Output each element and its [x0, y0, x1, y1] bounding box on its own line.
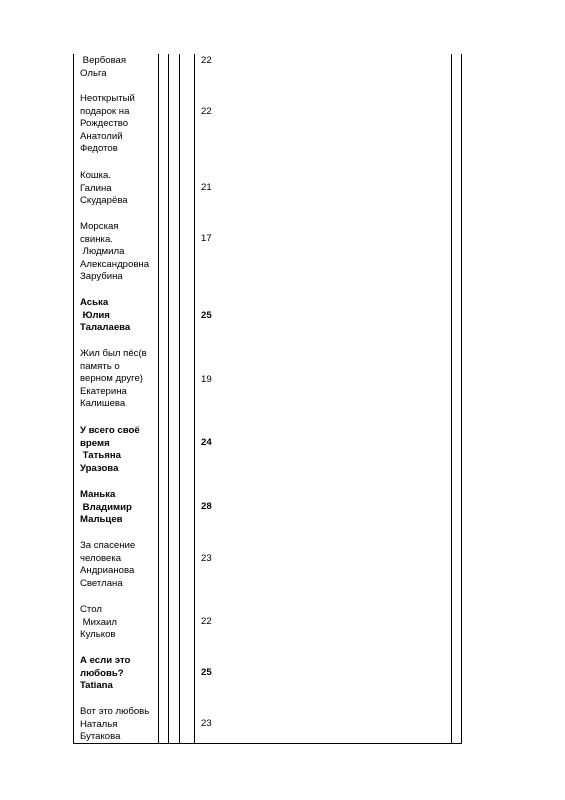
entry-title: Стол Михаил Кульков — [80, 604, 117, 641]
table-border-left — [73, 54, 74, 744]
entry-score: 19 — [201, 374, 212, 385]
entry-title: Морская свинка. Людмила Александровна Зарубина — [80, 221, 150, 283]
entry-score: 25 — [201, 667, 212, 678]
entry-score: 22 — [201, 616, 212, 627]
column-divider — [158, 54, 159, 744]
entry-score: 28 — [201, 501, 212, 512]
entry-score: 25 — [201, 310, 212, 321]
entry-title: У всего своё время Татьяна Уразова — [80, 425, 140, 474]
entry-title: Манька Владимир Мальцев — [80, 489, 132, 526]
entry-score: 23 — [201, 718, 212, 729]
entry-title: Вот это любовь Наталья Бутакова — [80, 706, 150, 743]
entry-title: Аська Юлия Талалаева — [80, 297, 131, 334]
entry-score: 22 — [201, 55, 212, 66]
entry-score: 24 — [201, 437, 212, 448]
entry-title: Неоткрытый подарок на Рождество Анатолий Федотов — [80, 93, 135, 155]
entry-score: 23 — [201, 553, 212, 564]
entry-title: Вербовая Ольга — [80, 55, 127, 79]
column-divider — [194, 54, 195, 744]
table-border-right — [461, 54, 462, 744]
column-divider — [451, 54, 452, 744]
entry-score: 21 — [201, 182, 212, 193]
entry-score: 22 — [201, 106, 212, 117]
entry-title: За спасение человека Андрианова Светлана — [80, 540, 136, 589]
entry-title: Кошка. Галина Скударёва — [80, 170, 128, 207]
column-divider — [179, 54, 180, 744]
entry-title: А если это любовь? Tatiana — [80, 655, 131, 692]
column-divider — [168, 54, 169, 744]
entry-title: Жил был пёс(в память о верном друге) Екатерина Калишева — [80, 348, 147, 410]
entry-score: 17 — [201, 233, 212, 244]
